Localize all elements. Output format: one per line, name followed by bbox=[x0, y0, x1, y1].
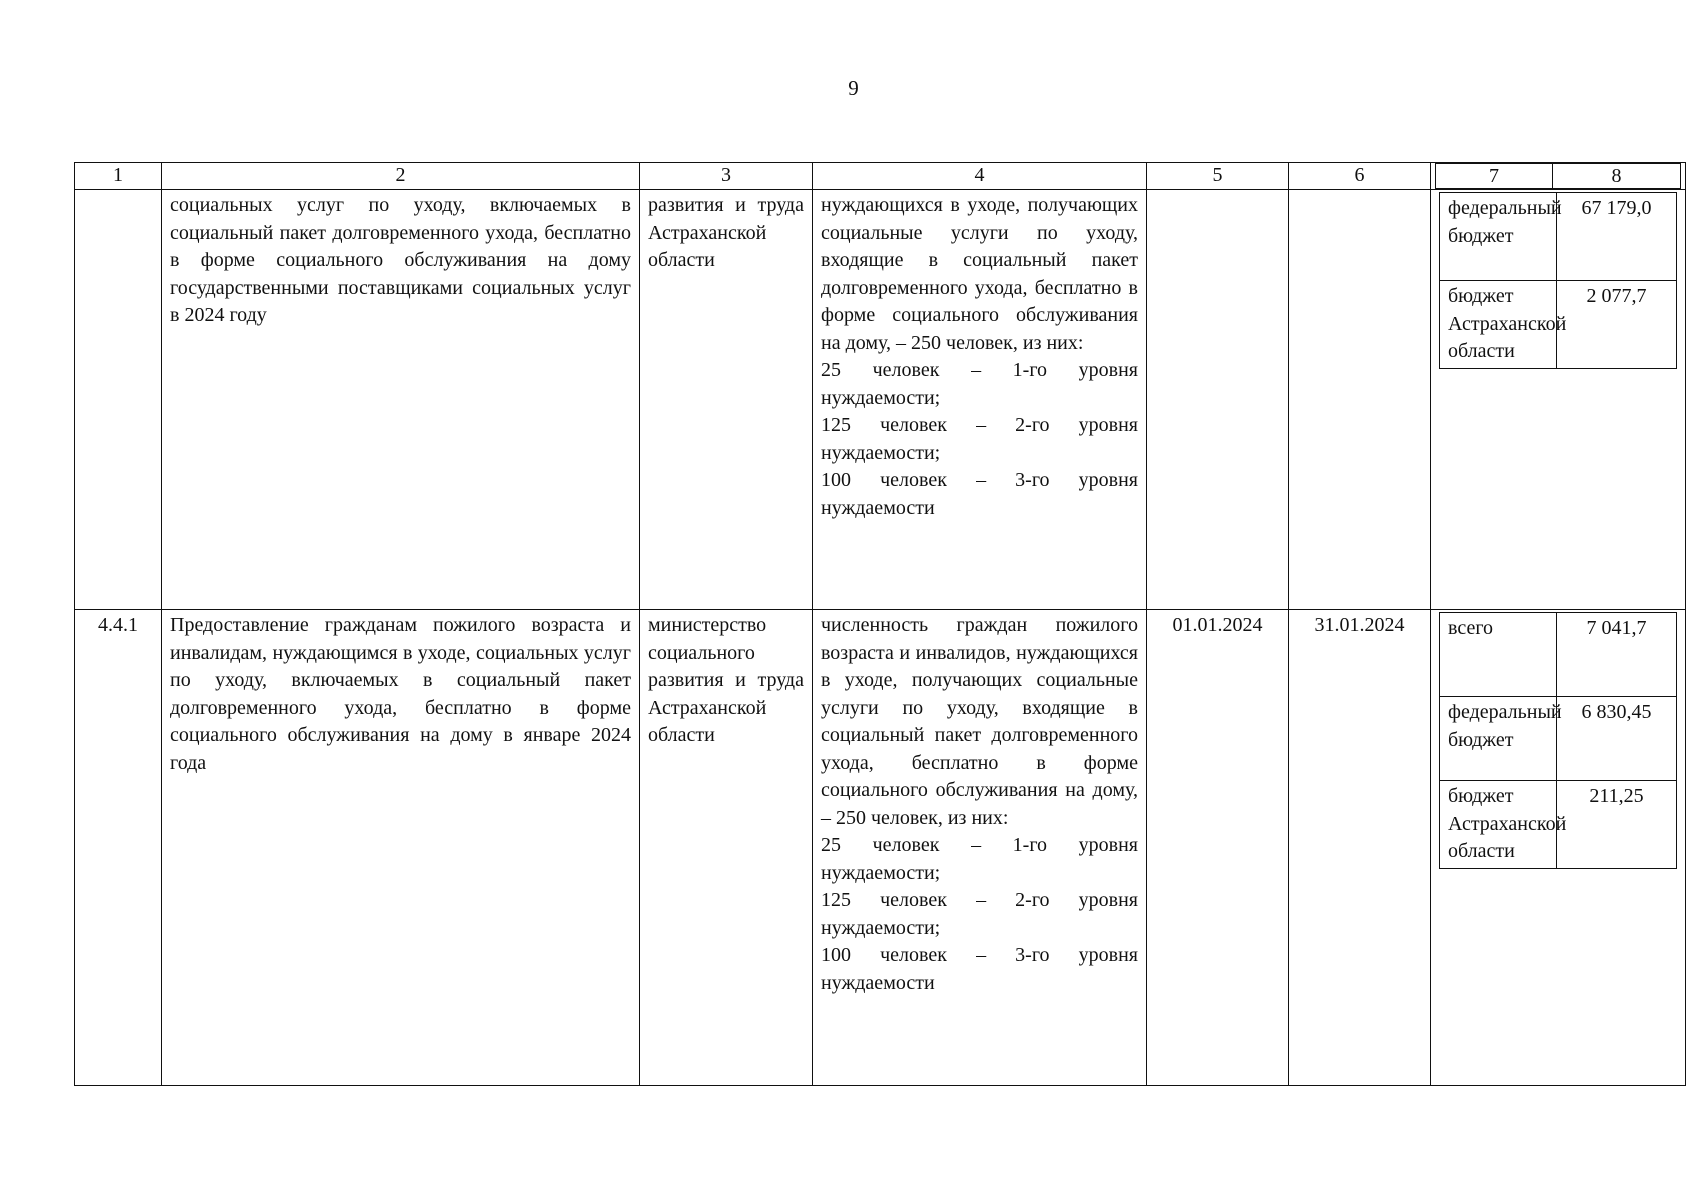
start-date bbox=[1147, 190, 1289, 610]
result-text: численность граждан пожилого возраста и инвалидов, нуждающихся в уходе, получающих социальные услуги по уходу, входящие в социальный пакет долговременного ухода, бесплатно в форме социального обслуживания на дому, – 250 человек, из них: bbox=[821, 614, 1138, 829]
row-number: 4.4.1 bbox=[75, 610, 162, 1086]
funding-source: бюджет Астраханской области bbox=[1440, 781, 1557, 869]
result-item: 125 человек – 2-го уровня нуждаемости; bbox=[821, 414, 1138, 464]
result-item: 125 человек – 2-го уровня нуждаемости; bbox=[821, 889, 1138, 939]
expected-result bbox=[813, 190, 1147, 610]
funding-cell bbox=[1431, 190, 1686, 610]
result-text: нуждающихся в уходе, получающих социальные услуги по уходу, входящие в социальный пакет долговременного ухода, бесплатно в форме социального обслуживания на дому, – 250 человек, из них: bbox=[821, 194, 1138, 354]
header-col-7: 7 bbox=[1436, 164, 1553, 189]
funding-amount: 6 830,45 bbox=[1557, 697, 1677, 781]
result-item: 100 человек – 3-го уровня нуждаемости bbox=[821, 944, 1138, 994]
result-item: 25 человек – 1-го уровня нуждаемости; bbox=[821, 834, 1138, 884]
result-item: 100 человек – 3-го уровня нуждаемости bbox=[821, 469, 1138, 519]
end-date: 31.01.2024 bbox=[1289, 610, 1431, 1086]
funding-row bbox=[1440, 193, 1677, 281]
header-col-6: 6 bbox=[1289, 163, 1431, 190]
header-col-1: 1 bbox=[75, 163, 162, 190]
table-row bbox=[75, 190, 1686, 610]
end-date bbox=[1289, 190, 1431, 610]
responsible-executor: развития и труда Астраханской области bbox=[640, 190, 813, 610]
header-col-3: 3 bbox=[640, 163, 813, 190]
result-item: 25 человек – 1-го уровня нуждаемости; bbox=[821, 359, 1138, 409]
header-col-8: 8 bbox=[1553, 164, 1681, 189]
responsible-executor: министерство социального развития и труда Астраханской области bbox=[640, 610, 813, 1086]
header-col-4: 4 bbox=[813, 163, 1147, 190]
header-col-5: 5 bbox=[1147, 163, 1289, 190]
table-row bbox=[75, 610, 1686, 1086]
funding-cell bbox=[1431, 610, 1686, 1086]
funding-source: всего bbox=[1440, 613, 1557, 697]
funding-source: бюджет Астраханской области bbox=[1440, 281, 1557, 369]
header-col-2: 2 bbox=[162, 163, 640, 190]
row-number bbox=[75, 190, 162, 610]
header-col-7-8 bbox=[1431, 163, 1686, 190]
funding-source: федеральный бюджет bbox=[1440, 193, 1557, 281]
funding-row bbox=[1440, 281, 1677, 369]
expected-result bbox=[813, 610, 1147, 1086]
start-date: 01.01.2024 bbox=[1147, 610, 1289, 1086]
funding-source: федеральный бюджет bbox=[1440, 697, 1557, 781]
measure-description: социальных услуг по уходу, включаемых в социальный пакет долговременного ухода, бесплатно в форме социального обслуживания на дому государственными поставщиками социальных услуг в 2024 году bbox=[162, 190, 640, 610]
funding-row bbox=[1440, 781, 1677, 869]
funding-amount: 2 077,7 bbox=[1557, 281, 1677, 369]
header-row bbox=[75, 163, 1686, 190]
funding-row bbox=[1440, 613, 1677, 697]
funding-amount: 211,25 bbox=[1557, 781, 1677, 869]
measure-description: Предоставление гражданам пожилого возраста и инвалидам, нуждающимся в уходе, социальных услуг по уходу, включаемых в социальный пакет долговременного ухода, бесплатно в форме социального обслуживания на дому в январе 2024 года bbox=[162, 610, 640, 1086]
funding-row bbox=[1440, 697, 1677, 781]
page-number: 9 bbox=[848, 76, 859, 100]
program-table bbox=[74, 162, 1686, 1086]
funding-amount: 7 041,7 bbox=[1557, 613, 1677, 697]
funding-amount: 67 179,0 bbox=[1557, 193, 1677, 281]
